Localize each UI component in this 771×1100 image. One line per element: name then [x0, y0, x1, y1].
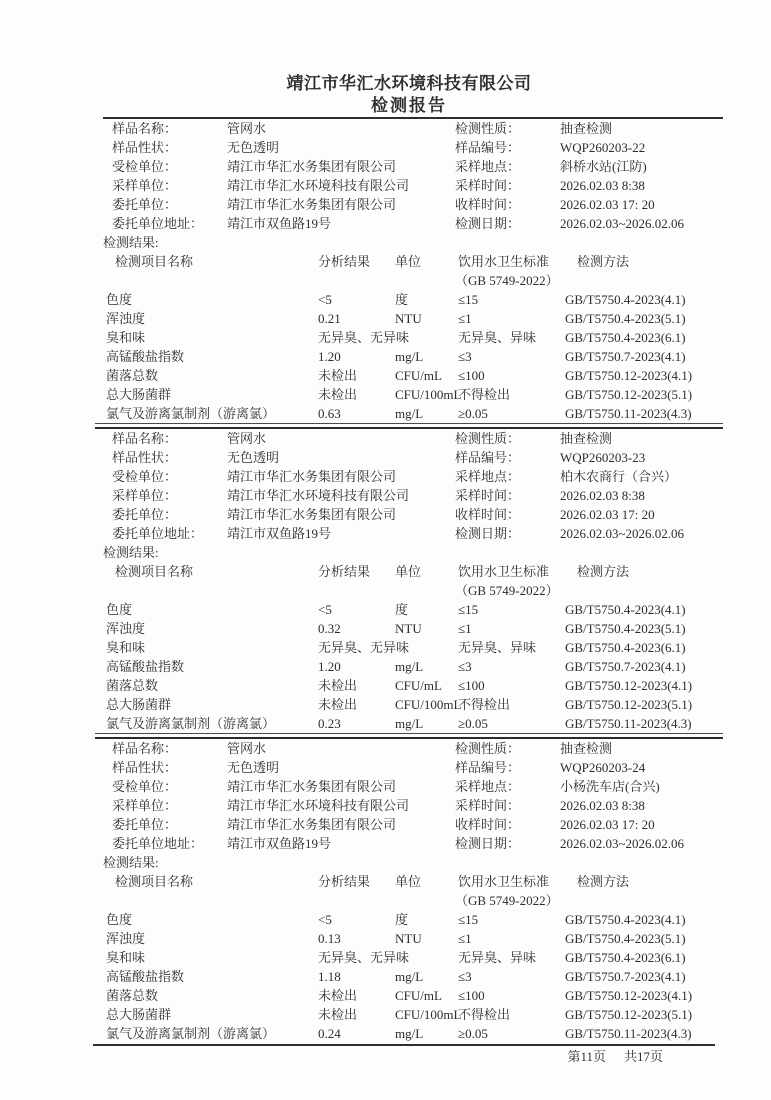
cell-result: 未检出 — [318, 368, 358, 383]
info-value: 靖江市华汇水务集团有限公司 — [227, 507, 397, 522]
cell-standard: ≥0.05 — [458, 406, 488, 421]
table-row — [106, 910, 731, 929]
info-value: 无色透明 — [227, 140, 280, 155]
cell-method: GB/T5750.4-2023(4.1) — [565, 292, 686, 307]
info-label: 采样单位： — [112, 488, 178, 503]
table-row — [106, 676, 731, 695]
table-header-method: 检测方法 — [577, 254, 630, 269]
info-label: 受检单位： — [112, 469, 178, 484]
info-label: 采样单位： — [112, 178, 178, 193]
cell-standard: ≥0.05 — [458, 716, 488, 731]
info-value: 2026.02.03~2026.02.06 — [560, 836, 685, 851]
table-header-row — [106, 872, 731, 910]
cell-item: 总大肠菌群 — [106, 1007, 172, 1022]
cell-method: GB/T5750.12-2023(4.1) — [565, 368, 693, 383]
table-row — [106, 1024, 731, 1043]
info-value: 靖江市双鱼路19号 — [227, 216, 332, 231]
cell-item: 氯气及游离氯制剂（游离氯） — [106, 1026, 276, 1041]
info-value: 靖江市华汇水务集团有限公司 — [227, 197, 397, 212]
cell-result: 1.20 — [318, 659, 341, 674]
table-header-item: 检测项目名称 — [115, 874, 194, 889]
cell-result: 0.32 — [318, 621, 341, 636]
cell-result: 无异臭、无异味 — [318, 950, 410, 965]
cell-standard: ≤1 — [458, 621, 472, 636]
cell-unit — [395, 328, 458, 347]
cell-unit: CFU/mL — [395, 988, 442, 1003]
cell-item: 菌落总数 — [106, 368, 159, 383]
table-row — [106, 309, 731, 328]
cell-unit: CFU/100mL — [395, 1007, 462, 1022]
cell-standard: 无异臭、异味 — [458, 950, 537, 965]
table-header-result: 分析结果 — [318, 874, 371, 889]
info-value: 斜桥水站(江防) — [560, 159, 647, 174]
cell-standard: ≤3 — [458, 349, 472, 364]
cell-result: 未检出 — [318, 1007, 358, 1022]
cell-standard: ≤100 — [458, 368, 485, 383]
cell-unit: mg/L — [395, 716, 424, 731]
info-label: 样品名称： — [112, 121, 178, 136]
table-row — [106, 290, 731, 309]
info-label: 检测日期： — [455, 216, 521, 231]
cell-result: 0.21 — [318, 311, 341, 326]
cell-result: 未检出 — [318, 697, 358, 712]
cell-method: GB/T5750.12-2023(4.1) — [565, 678, 693, 693]
cell-item: 总大肠菌群 — [106, 697, 172, 712]
table-header-item: 检测项目名称 — [115, 564, 194, 579]
cell-method: GB/T5750.4-2023(6.1) — [565, 640, 686, 655]
info-label: 样品编号： — [455, 140, 521, 155]
cell-item: 氯气及游离氯制剂（游离氯） — [106, 406, 276, 421]
cell-standard: ≤3 — [458, 969, 472, 984]
cell-method: GB/T5750.11-2023(4.3) — [565, 406, 692, 421]
cell-method: GB/T5750.11-2023(4.3) — [565, 1026, 692, 1041]
info-label: 检测性质： — [455, 121, 521, 136]
cell-method: GB/T5750.4-2023(6.1) — [565, 330, 686, 345]
results-heading: 检测结果: — [103, 235, 159, 250]
table-row — [106, 1005, 731, 1024]
table-header-standard-line1: 饮用水卫生标准 — [458, 254, 550, 269]
cell-result: 0.23 — [318, 716, 341, 731]
info-value: 2026.02.03~2026.02.06 — [560, 216, 685, 231]
info-value: 2026.02.03 8:38 — [560, 178, 645, 193]
cell-item: 臭和味 — [106, 950, 146, 965]
info-label: 样品性状： — [112, 760, 178, 775]
info-label: 采样时间： — [455, 798, 521, 813]
info-value: 抽查检测 — [560, 121, 613, 136]
cell-result: 1.20 — [318, 349, 341, 364]
cell-item: 菌落总数 — [106, 988, 159, 1003]
info-label: 检测性质： — [455, 741, 521, 756]
cell-standard: 无异臭、异味 — [458, 330, 537, 345]
cell-item: 高锰酸盐指数 — [106, 349, 185, 364]
cell-unit: CFU/mL — [395, 368, 442, 383]
cell-result: 无异臭、无异味 — [318, 640, 410, 655]
results-heading: 检测结果: — [103, 855, 159, 870]
cell-unit: mg/L — [395, 349, 424, 364]
table-row — [106, 638, 731, 657]
info-value: 2026.02.03 17: 20 — [560, 507, 655, 522]
table-header-standard-line2: （GB 5749-2022） — [455, 893, 559, 908]
cell-unit: NTU — [395, 931, 422, 946]
sample-section — [0, 119, 771, 429]
cell-item: 高锰酸盐指数 — [106, 659, 185, 674]
cell-result: 0.63 — [318, 406, 341, 421]
cell-unit — [395, 638, 458, 657]
info-value: WQP260203-24 — [560, 760, 646, 775]
cell-item: 浑浊度 — [106, 311, 146, 326]
cell-item: 臭和味 — [106, 330, 146, 345]
table-row — [106, 948, 731, 967]
info-label: 受检单位： — [112, 159, 178, 174]
info-value: 靖江市华汇水环境科技有限公司 — [227, 798, 410, 813]
info-label: 委托单位地址： — [112, 216, 204, 231]
results-table — [106, 872, 731, 1043]
info-value: 管网水 — [227, 741, 267, 756]
table-header-result: 分析结果 — [318, 254, 371, 269]
sample-info — [112, 119, 731, 233]
page-number — [93, 1046, 715, 1067]
info-label: 受检单位： — [112, 779, 178, 794]
info-label: 样品名称： — [112, 741, 178, 756]
info-value: 2026.02.03 17: 20 — [560, 817, 655, 832]
page-number-total: 共17页 — [623, 1049, 663, 1064]
table-header-unit: 单位 — [395, 874, 422, 889]
cell-standard: 无异臭、异味 — [458, 640, 537, 655]
info-value: 管网水 — [227, 121, 267, 136]
cell-unit: CFU/100mL — [395, 697, 462, 712]
cell-unit: CFU/100mL — [395, 387, 462, 402]
info-label: 检测日期： — [455, 836, 521, 851]
table-row — [106, 404, 731, 423]
info-label: 委托单位： — [112, 817, 178, 832]
cell-standard: ≤100 — [458, 988, 485, 1003]
table-header-row — [106, 252, 731, 290]
table-header-standard — [455, 562, 565, 600]
cell-method: GB/T5750.4-2023(5.1) — [565, 931, 686, 946]
cell-unit: 度 — [395, 292, 409, 307]
cell-unit: mg/L — [395, 659, 424, 674]
table-row — [106, 600, 731, 619]
info-value: 靖江市华汇水务集团有限公司 — [227, 817, 397, 832]
cell-item: 臭和味 — [106, 640, 146, 655]
cell-method: GB/T5750.12-2023(5.1) — [565, 387, 693, 402]
info-value: 靖江市华汇水环境科技有限公司 — [227, 178, 410, 193]
info-label: 样品名称： — [112, 431, 178, 446]
cell-item: 色度 — [106, 912, 133, 927]
sample-info — [112, 739, 731, 853]
cell-item: 色度 — [106, 602, 133, 617]
cell-unit: mg/L — [395, 1026, 424, 1041]
info-label: 采样时间： — [455, 488, 521, 503]
info-label: 委托单位： — [112, 197, 178, 212]
table-row — [106, 714, 731, 733]
cell-unit: mg/L — [395, 406, 424, 421]
info-label: 收样时间： — [455, 507, 521, 522]
cell-item: 浑浊度 — [106, 621, 146, 636]
info-value: 2026.02.03 8:38 — [560, 488, 645, 503]
table-row — [106, 619, 731, 638]
info-value: WQP260203-22 — [560, 140, 646, 155]
info-value: 靖江市双鱼路19号 — [227, 526, 332, 541]
cell-unit: 度 — [395, 912, 409, 927]
cell-method: GB/T5750.4-2023(5.1) — [565, 621, 686, 636]
cell-standard: 不得检出 — [458, 1007, 511, 1022]
cell-result: 0.24 — [318, 1026, 341, 1041]
report-header — [95, 0, 723, 116]
info-value: 柏木农商行（合兴） — [560, 469, 678, 484]
cell-result: <5 — [318, 912, 332, 927]
info-label: 采样地点： — [455, 779, 521, 794]
cell-item: 氯气及游离氯制剂（游离氯） — [106, 716, 276, 731]
table-header-standard — [455, 872, 565, 910]
info-value: 靖江市华汇水环境科技有限公司 — [227, 488, 410, 503]
table-row — [106, 967, 731, 986]
cell-result: 0.13 — [318, 931, 341, 946]
cell-standard: 不得检出 — [458, 387, 511, 402]
cell-unit — [395, 948, 458, 967]
info-value: 靖江市华汇水务集团有限公司 — [227, 779, 397, 794]
table-header-method: 检测方法 — [577, 874, 630, 889]
info-value: 2026.02.03~2026.02.06 — [560, 526, 685, 541]
info-label: 收样时间： — [455, 817, 521, 832]
cell-item: 浑浊度 — [106, 931, 146, 946]
info-value: 靖江市双鱼路19号 — [227, 836, 332, 851]
cell-standard: 不得检出 — [458, 697, 511, 712]
table-row — [106, 347, 731, 366]
table-header-item: 检测项目名称 — [115, 254, 194, 269]
table-header-standard-line2: （GB 5749-2022） — [455, 273, 559, 288]
results-heading: 检测结果: — [103, 545, 159, 560]
cell-standard: ≤15 — [458, 912, 479, 927]
results-table — [106, 562, 731, 733]
info-label: 采样地点： — [455, 469, 521, 484]
cell-standard: ≤15 — [458, 292, 479, 307]
cell-method: GB/T5750.12-2023(5.1) — [565, 1007, 693, 1022]
info-value: 抽查检测 — [560, 741, 613, 756]
cell-result: 未检出 — [318, 988, 358, 1003]
cell-unit: CFU/mL — [395, 678, 442, 693]
info-value: WQP260203-23 — [560, 450, 646, 465]
info-value: 无色透明 — [227, 450, 280, 465]
info-label: 收样时间： — [455, 197, 521, 212]
cell-method: GB/T5750.7-2023(4.1) — [565, 349, 686, 364]
table-row — [106, 929, 731, 948]
table-row — [106, 986, 731, 1005]
info-label: 样品性状： — [112, 140, 178, 155]
cell-result: 未检出 — [318, 387, 358, 402]
info-value: 2026.02.03 17: 20 — [560, 197, 655, 212]
info-label: 委托单位地址： — [112, 526, 204, 541]
cell-unit: 度 — [395, 602, 409, 617]
table-header-standard-line2: （GB 5749-2022） — [455, 583, 559, 598]
report-sections — [0, 119, 771, 1043]
info-value: 无色透明 — [227, 760, 280, 775]
cell-method: GB/T5750.4-2023(4.1) — [565, 602, 686, 617]
info-value: 靖江市华汇水务集团有限公司 — [227, 469, 397, 484]
cell-method: GB/T5750.4-2023(4.1) — [565, 912, 686, 927]
cell-standard: ≤1 — [458, 311, 472, 326]
cell-method: GB/T5750.4-2023(6.1) — [565, 950, 686, 965]
info-value: 2026.02.03 8:38 — [560, 798, 645, 813]
table-row — [106, 385, 731, 404]
table-header-standard-line1: 饮用水卫生标准 — [458, 874, 550, 889]
cell-method: GB/T5750.7-2023(4.1) — [565, 969, 686, 984]
cell-method: GB/T5750.12-2023(5.1) — [565, 697, 693, 712]
cell-standard: ≤1 — [458, 931, 472, 946]
cell-item: 总大肠菌群 — [106, 387, 172, 402]
cell-standard: ≥0.05 — [458, 1026, 488, 1041]
table-header-row — [106, 562, 731, 600]
sample-info — [112, 429, 731, 543]
info-label: 样品性状： — [112, 450, 178, 465]
info-label: 委托单位： — [112, 507, 178, 522]
cell-result: 无异臭、无异味 — [318, 330, 410, 345]
info-label: 委托单位地址： — [112, 836, 204, 851]
cell-item: 色度 — [106, 292, 133, 307]
table-header-method: 检测方法 — [577, 564, 630, 579]
results-table — [106, 252, 731, 423]
table-header-standard-line1: 饮用水卫生标准 — [458, 564, 550, 579]
info-label: 采样单位： — [112, 798, 178, 813]
info-value: 管网水 — [227, 431, 267, 446]
table-row — [106, 328, 731, 347]
page-number-current: 第11页 — [567, 1049, 606, 1064]
info-label: 样品编号： — [455, 450, 521, 465]
cell-method: GB/T5750.12-2023(4.1) — [565, 988, 693, 1003]
sample-section — [0, 739, 771, 1043]
cell-method: GB/T5750.7-2023(4.1) — [565, 659, 686, 674]
info-label: 检测日期： — [455, 526, 521, 541]
cell-item: 高锰酸盐指数 — [106, 969, 185, 984]
page-footer — [93, 1044, 715, 1067]
cell-result: 1.18 — [318, 969, 341, 984]
table-header-unit: 单位 — [395, 564, 422, 579]
cell-standard: ≤15 — [458, 602, 479, 617]
info-value: 小杨洗车店(合兴) — [560, 779, 660, 794]
company-title: 靖江市华汇水环境科技有限公司 — [286, 74, 532, 93]
info-label: 采样地点： — [455, 159, 521, 174]
cell-method: GB/T5750.4-2023(5.1) — [565, 311, 686, 326]
cell-standard: ≤100 — [458, 678, 485, 693]
cell-result: 未检出 — [318, 678, 358, 693]
table-header-result: 分析结果 — [318, 564, 371, 579]
table-header-unit: 单位 — [395, 254, 422, 269]
cell-standard: ≤3 — [458, 659, 472, 674]
sample-section — [0, 429, 771, 739]
info-value: 抽查检测 — [560, 431, 613, 446]
cell-unit: mg/L — [395, 969, 424, 984]
cell-item: 菌落总数 — [106, 678, 159, 693]
cell-result: <5 — [318, 602, 332, 617]
info-label: 采样时间： — [455, 178, 521, 193]
cell-unit: NTU — [395, 621, 422, 636]
table-header-standard — [455, 252, 565, 290]
table-row — [106, 657, 731, 676]
cell-unit: NTU — [395, 311, 422, 326]
info-label: 检测性质： — [455, 431, 521, 446]
table-row — [106, 366, 731, 385]
cell-method: GB/T5750.11-2023(4.3) — [565, 716, 692, 731]
info-label: 样品编号： — [455, 760, 521, 775]
table-row — [106, 695, 731, 714]
info-value: 靖江市华汇水务集团有限公司 — [227, 159, 397, 174]
cell-result: <5 — [318, 292, 332, 307]
report-title: 检测报告 — [371, 96, 447, 115]
